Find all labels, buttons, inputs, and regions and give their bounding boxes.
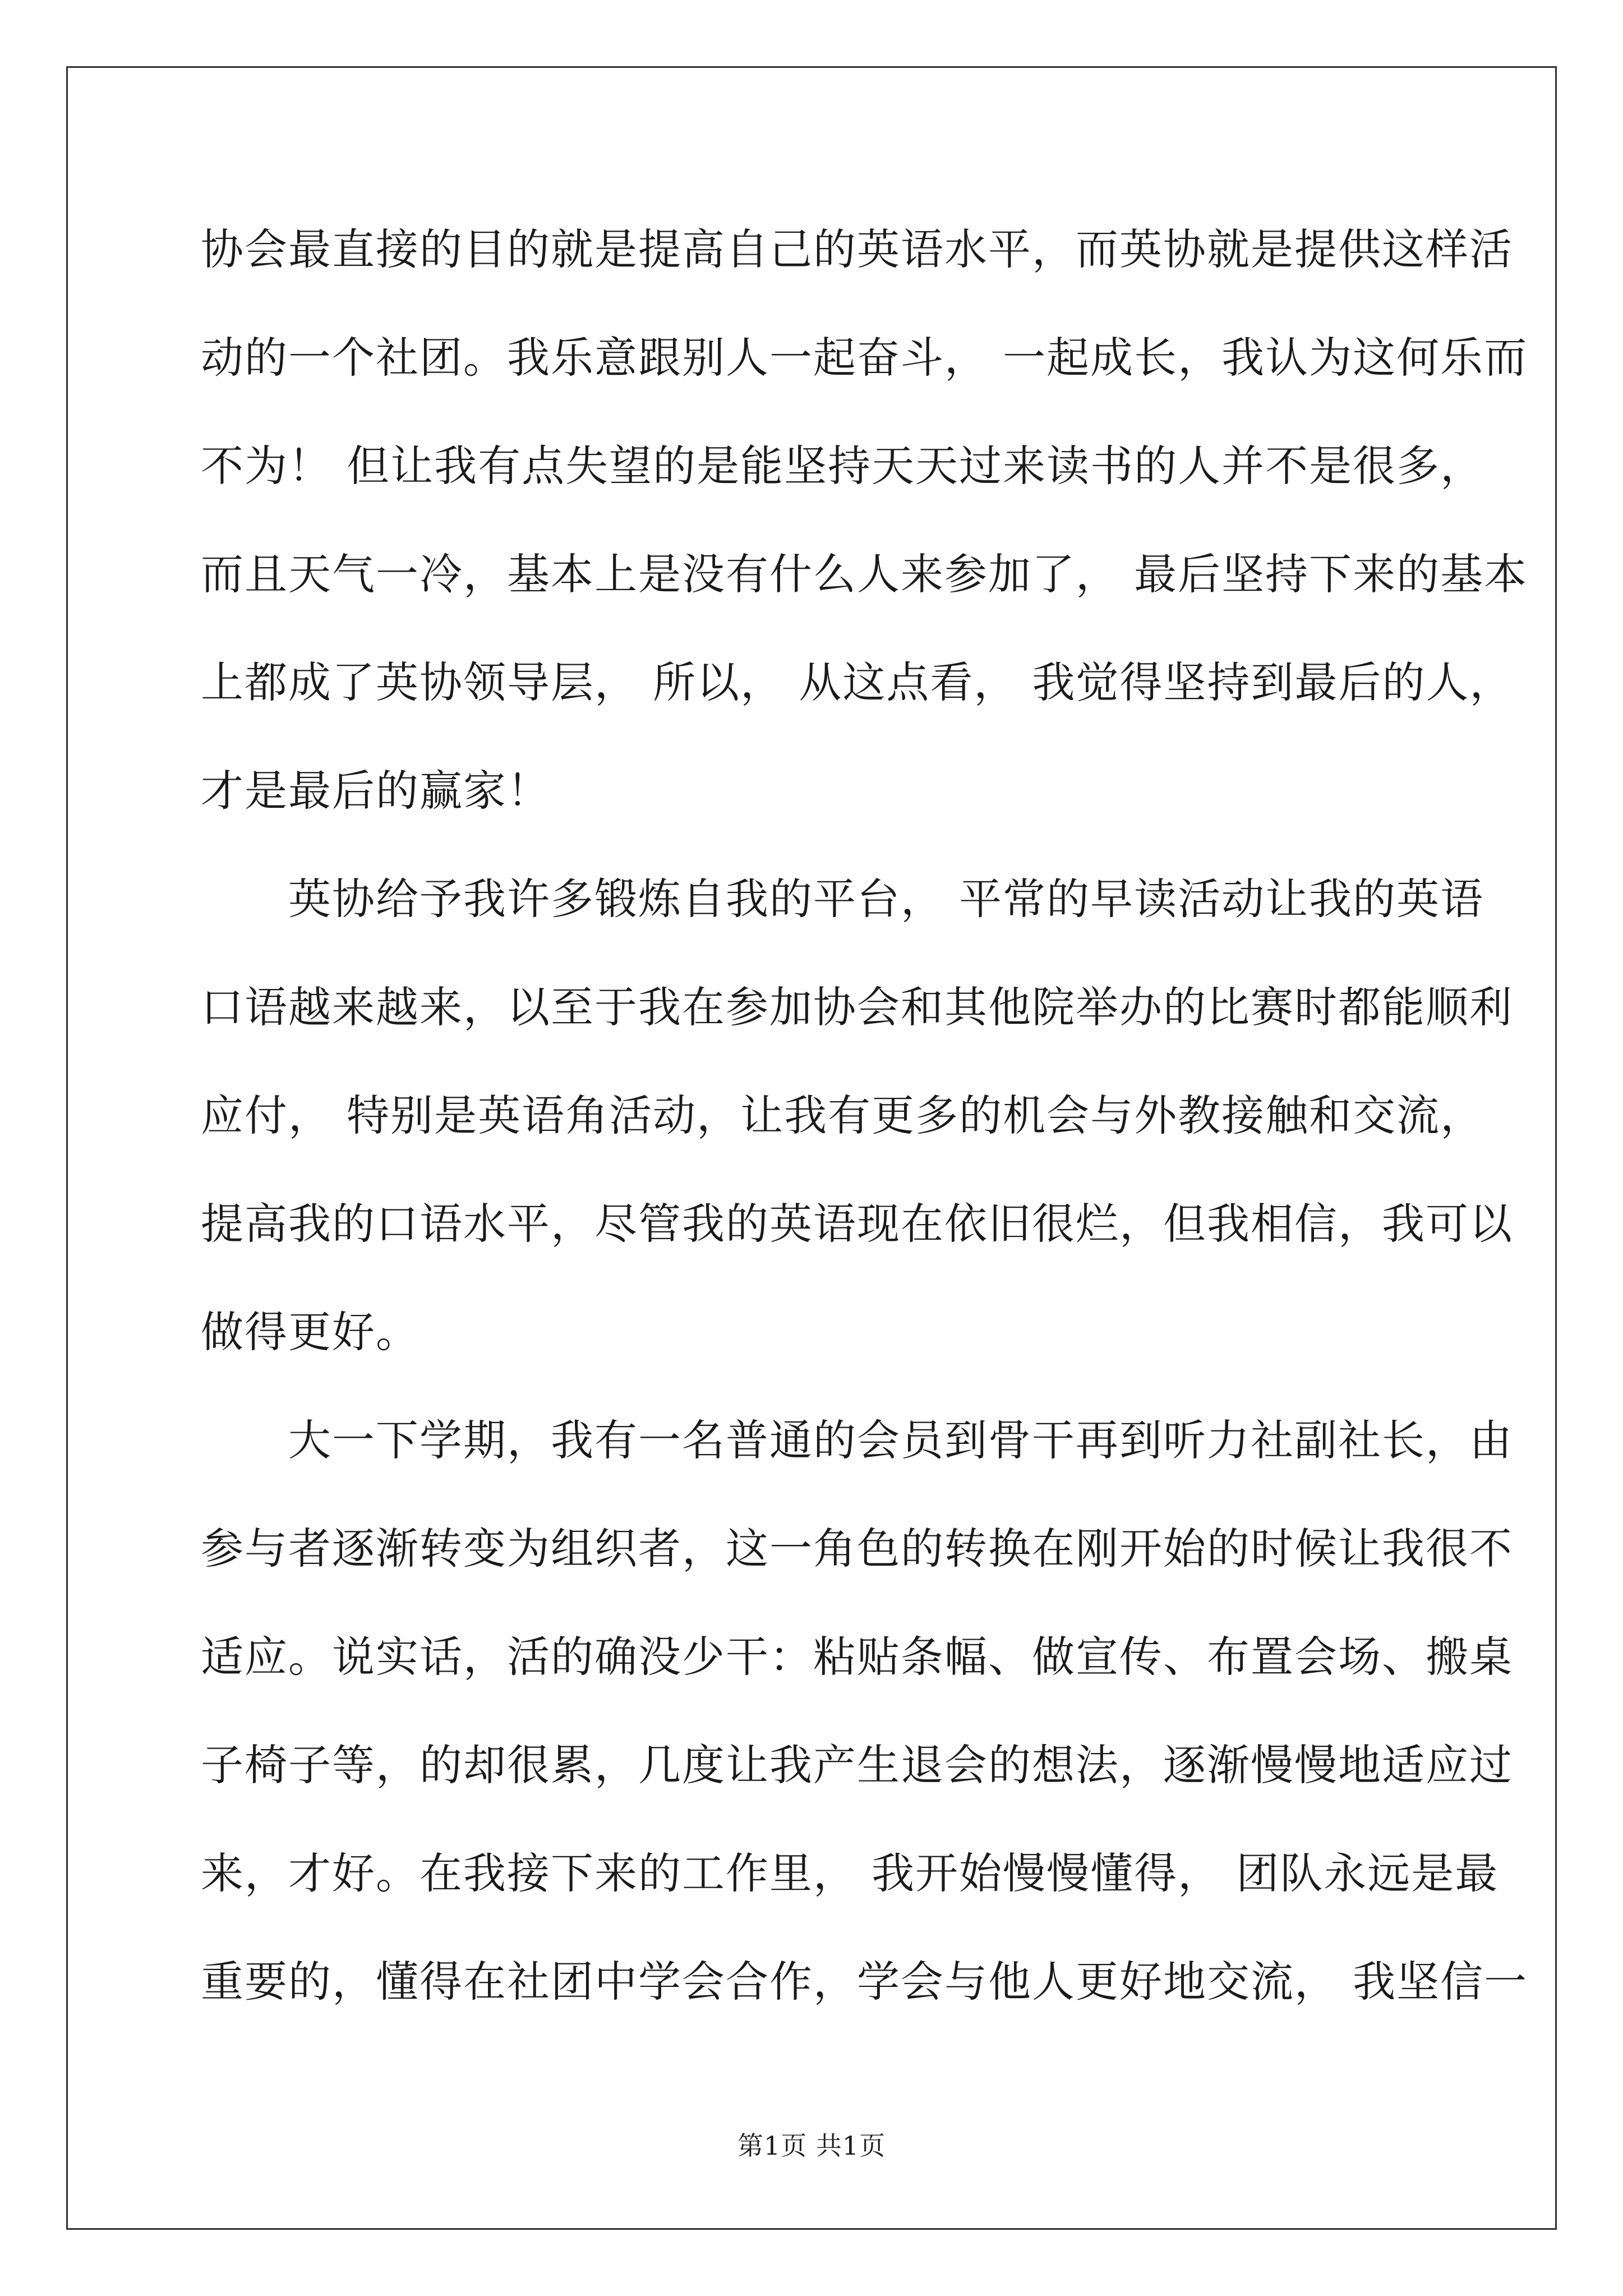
text-line-1: 协会最直接的目的就是提高自己的英语水平，而英协就是提供这样活 (201, 224, 1513, 274)
text-line-17: 重要的，懂得在社团中学会合作，学会与他人更好地交流， 我坚信一 (201, 1957, 1528, 2007)
text-line-5: 上都成了英协领导层， 所以， 从这点看， 我觉得坚持到最后的人， (201, 657, 1514, 707)
text-line-9: 应付， 特别是英语角活动，让我有更多的机会与外教接触和交流， (201, 1091, 1484, 1140)
text-line-7: 英协给予我许多锻炼自我的平台， 平常的早读活动让我的英语 (201, 874, 1484, 924)
text-line-3: 不为！ 但让我有点失望的是能坚持天天过来读书的人并不是很多， (201, 441, 1484, 491)
page-footer: 第1页 共1页 (737, 2131, 886, 2161)
text-line-14: 适应。说实话，活的确没少干：粘贴条幅、做宣传、布置会场、搬桌 (201, 1632, 1513, 1682)
text-line-16: 来，才好。在我接下来的工作里， 我开始慢慢懂得， 团队永远是最 (201, 1848, 1499, 1898)
text-line-2: 动的一个社团。我乐意跟别人一起奋斗， 一起成长，我认为这何乐而 (201, 333, 1528, 383)
text-line-12: 大一下学期，我有一名普通的会员到骨干再到听力社副社长，由 (201, 1415, 1513, 1465)
text-line-13: 参与者逐渐转变为组织者，这一角色的转换在刚开始的时候让我很不 (201, 1524, 1513, 1573)
text-line-8: 口语越来越来，以至于我在参加协会和其他院举办的比赛时都能顺利 (201, 982, 1513, 1032)
document-body (201, 224, 1528, 2065)
text-line-11: 做得更好。 (201, 1307, 419, 1357)
text-line-4: 而且天气一冷，基本上是没有什么人来参加了， 最后坚持下来的基本 (201, 549, 1528, 599)
text-line-6: 才是最后的赢家！ (201, 766, 551, 816)
text-line-10: 提高我的口语水平，尽管我的英语现在依旧很烂，但我相信，我可以 (201, 1199, 1513, 1249)
text-line-15: 子椅子等，的却很累，几度让我产生退会的想法，逐渐慢慢地适应过 (201, 1740, 1513, 1790)
